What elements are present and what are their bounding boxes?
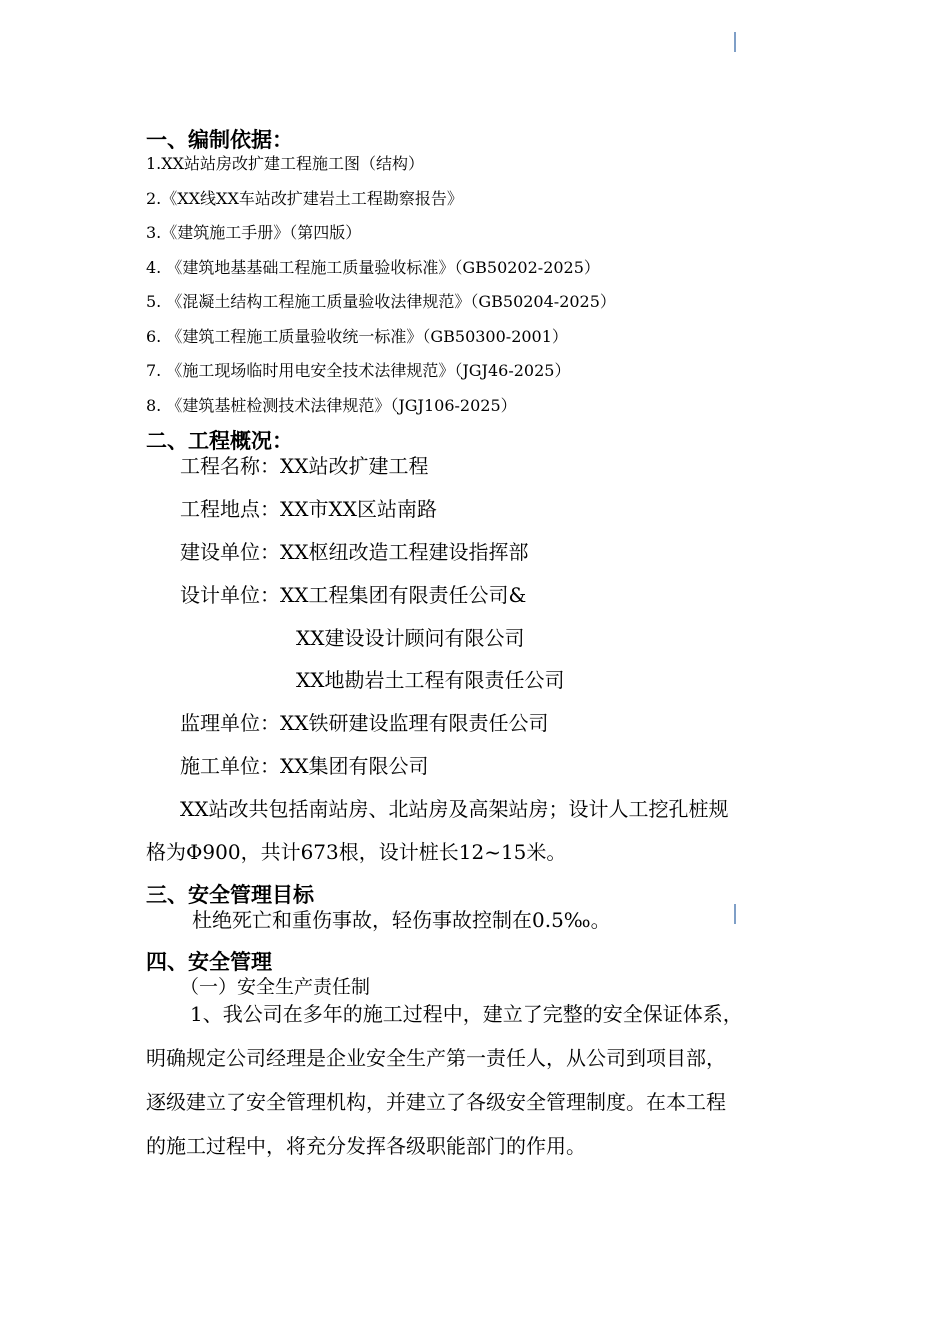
- overview-line: 工程名称：XX站改扩建工程: [180, 454, 429, 478]
- overview-line: 设计单位：XX工程集团有限责任公司&: [180, 583, 527, 607]
- edit-cursor-mark: [734, 32, 736, 52]
- basis-item: 5. 《混凝土结构工程施工质量验收法律规范》（GB50204-2025）: [146, 292, 616, 311]
- edit-cursor-mark: [734, 904, 736, 924]
- section-heading-management: 四、安全管理: [146, 950, 272, 974]
- overview-paragraph-line: 格为Φ900，共计673根，设计桩长12~15米。: [146, 840, 567, 864]
- basis-item: 6. 《建筑工程施工质量验收统一标准》（GB50300-2001）: [146, 327, 568, 346]
- basis-item: 4. 《建筑地基基础工程施工质量验收标准》（GB50202-2025）: [146, 258, 600, 277]
- overview-line: 工程地点：XX市XX区站南路: [180, 497, 437, 521]
- overview-line: XX建设设计顾问有限公司: [296, 626, 525, 650]
- management-paragraph-line: 逐级建立了安全管理机构，并建立了各级安全管理制度。在本工程: [146, 1090, 726, 1114]
- target-text: 杜绝死亡和重伤事故，轻伤事故控制在0.5‰。: [192, 908, 611, 932]
- management-paragraph-line: 的施工过程中，将充分发挥各级职能部门的作用。: [146, 1134, 586, 1158]
- overview-paragraph-line: XX站改共包括南站房、北站房及高架站房；设计人工挖孔桩规: [180, 797, 729, 821]
- overview-line: 施工单位：XX集团有限公司: [180, 754, 429, 778]
- section-heading-overview: 二、工程概况：: [146, 429, 293, 453]
- basis-item: 2.《XX线XX车站改扩建岩土工程勘察报告》: [146, 189, 463, 208]
- management-paragraph-line: 明确规定公司经理是企业安全生产第一责任人，从公司到项目部，: [146, 1046, 726, 1070]
- section-heading-target: 三、安全管理目标: [146, 883, 314, 907]
- overview-line: 监理单位：XX铁研建设监理有限责任公司: [180, 711, 549, 735]
- basis-item: 7. 《施工现场临时用电安全技术法律规范》（JGJ46-2025）: [146, 361, 571, 380]
- basis-item: 1.XX站站房改扩建工程施工图（结构）: [146, 154, 425, 173]
- basis-item: 8. 《建筑基桩检测技术法律规范》（JGJ106-2025）: [146, 396, 517, 415]
- management-subheading: （一）安全生产责任制: [180, 976, 371, 998]
- overview-line: 建设单位：XX枢纽改造工程建设指挥部: [180, 540, 529, 564]
- basis-item: 3.《建筑施工手册》（第四版）: [146, 223, 362, 242]
- overview-line: XX地勘岩土工程有限责任公司: [296, 668, 565, 692]
- section-heading-basis: 一、编制依据：: [146, 128, 293, 152]
- management-paragraph-line: 1、我公司在多年的施工过程中，建立了完整的安全保证体系，: [190, 1002, 743, 1026]
